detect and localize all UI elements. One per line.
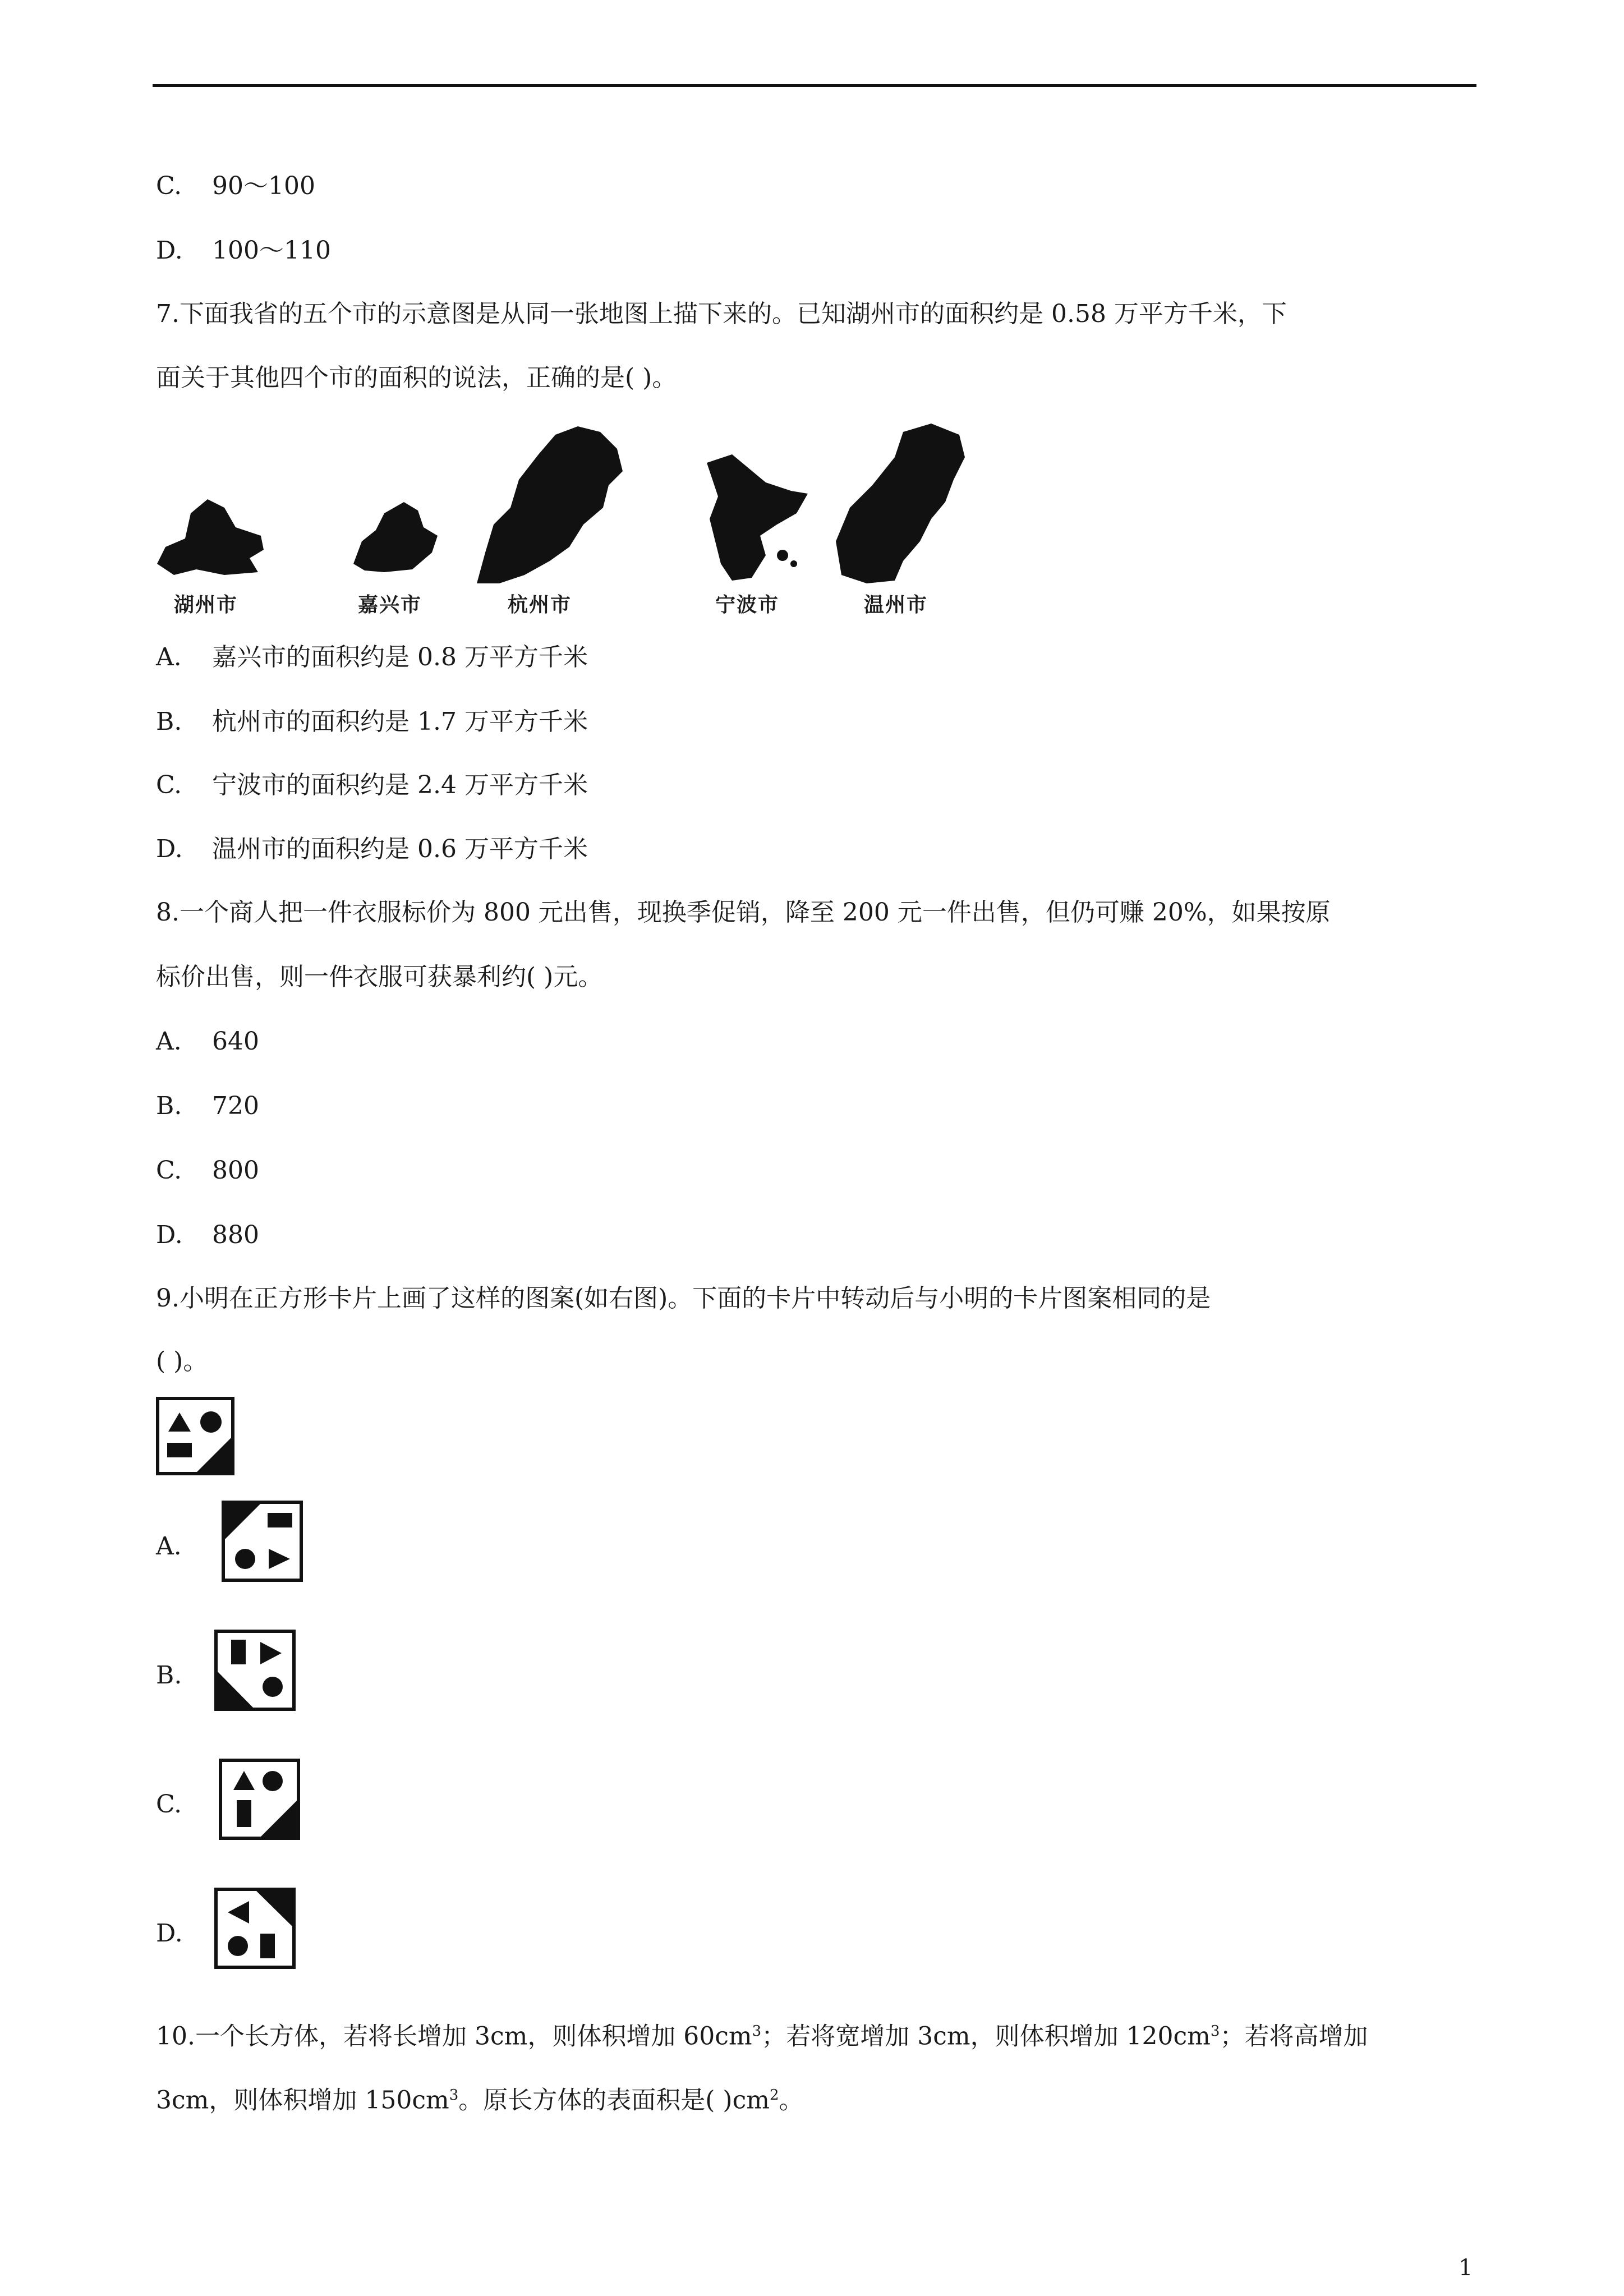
option-label: A. xyxy=(156,643,182,671)
q10-superscript: 2 xyxy=(769,2087,779,2104)
option-label: C. xyxy=(156,1156,182,1185)
option-text: 90～100 xyxy=(212,172,315,200)
q10-line-2 xyxy=(156,2088,803,2113)
option-text: 温州市的面积约是 0.6 万平方千米 xyxy=(212,835,588,863)
wenzhou-map xyxy=(833,424,970,586)
q10-text-segment: 10.一个长方体，若将长增加 3cm，则体积增加 60cm xyxy=(156,2022,752,2051)
q10-line-1 xyxy=(156,2024,1368,2049)
jiaxing-map xyxy=(351,496,440,575)
ningbo-map xyxy=(698,452,811,586)
xiaoming-card xyxy=(156,1397,234,1475)
q7-option-d xyxy=(156,837,588,862)
hangzhou-map xyxy=(471,424,634,586)
option-label: D. xyxy=(156,835,183,863)
option-label: C. xyxy=(156,172,182,200)
q10-text-segment: 。 xyxy=(779,2086,804,2115)
option-text: 杭州市的面积约是 1.7 万平方千米 xyxy=(212,707,588,736)
option-label: B. xyxy=(156,707,182,736)
page-number: 1 xyxy=(1459,2255,1473,2281)
option-text: 800 xyxy=(212,1156,259,1185)
q10-text-segment: ；若将宽增加 3cm，则体积增加 120cm xyxy=(761,2022,1211,2051)
map-label-ningbo: 宁波市 xyxy=(715,593,780,616)
q8-option-b xyxy=(156,1094,259,1119)
option-label: A. xyxy=(156,1027,182,1056)
option-text: 100～110 xyxy=(212,236,331,265)
q10-text-segment: 3cm，则体积增加 150cm xyxy=(156,2086,449,2115)
q6-option-d xyxy=(156,238,331,263)
option-text: 720 xyxy=(212,1092,259,1120)
huzhou-map xyxy=(151,491,269,581)
q9-option-d-label: D. xyxy=(156,1919,183,1948)
q10-superscript: 3 xyxy=(752,2023,762,2040)
q7-stem-line-1: 7.下面我省的五个市的示意图是从同一张地图上描下来的。已知湖州市的面积约是 0.58 万平方千米，下 xyxy=(156,300,1287,328)
map-label-wenzhou: 温州市 xyxy=(864,593,928,616)
q9-stem-line-2: ( )。 xyxy=(156,1347,208,1375)
option-text: 640 xyxy=(212,1027,259,1056)
q9-option-a-label: A. xyxy=(156,1532,182,1561)
option-label: B. xyxy=(156,1092,182,1120)
q8-stem-line-1: 8.一个商人把一件衣服标价为 800 元出售，现换季促销，降至 200 元一件出售，但仍可赚 20%，如果按原 xyxy=(156,898,1331,927)
map-label-huzhou: 湖州市 xyxy=(174,593,238,616)
q6-option-c xyxy=(156,174,315,199)
q10-text-segment: 。原长方体的表面积是( )cm xyxy=(458,2086,770,2115)
q10-superscript: 3 xyxy=(1210,2023,1220,2040)
q7-option-b xyxy=(156,707,588,736)
q9-option-a-card xyxy=(222,1501,303,1582)
q8-option-c xyxy=(156,1158,259,1183)
q9-stem-line-1: 9.小明在正方形卡片上画了这样的图案(如右图)。下面的卡片中转动后与小明的卡片图案相同的是 xyxy=(156,1284,1211,1313)
option-label: D. xyxy=(156,1221,183,1249)
option-label: C. xyxy=(156,771,182,799)
q7-option-a xyxy=(156,645,588,670)
header-rule xyxy=(153,84,1476,87)
q7-stem-line-2: 面关于其他四个市的面积的说法，正确的是( )。 xyxy=(156,364,677,392)
option-text: 880 xyxy=(212,1221,259,1249)
q8-option-a xyxy=(156,1029,259,1054)
q9-option-c-card xyxy=(219,1759,300,1840)
option-label: D. xyxy=(156,236,183,265)
option-text: 嘉兴市的面积约是 0.8 万平方千米 xyxy=(212,643,588,671)
q10-text-segment: ；若将高增加 xyxy=(1220,2022,1368,2051)
q9-option-b-label: B. xyxy=(156,1661,182,1690)
q9-option-d-card xyxy=(214,1888,296,1969)
map-label-hangzhou: 杭州市 xyxy=(508,593,572,616)
city-maps-figure xyxy=(151,424,976,620)
q8-option-d xyxy=(156,1223,259,1248)
option-text: 宁波市的面积约是 2.4 万平方千米 xyxy=(212,771,588,799)
q10-superscript: 3 xyxy=(449,2087,459,2104)
q9-option-b-card xyxy=(214,1630,296,1711)
q9-option-c-label: C. xyxy=(156,1790,182,1819)
map-label-jiaxing: 嘉兴市 xyxy=(358,593,422,616)
q8-stem-line-2: 标价出售，则一件衣服可获暴利约( )元。 xyxy=(156,963,603,991)
q7-option-c xyxy=(156,773,588,798)
